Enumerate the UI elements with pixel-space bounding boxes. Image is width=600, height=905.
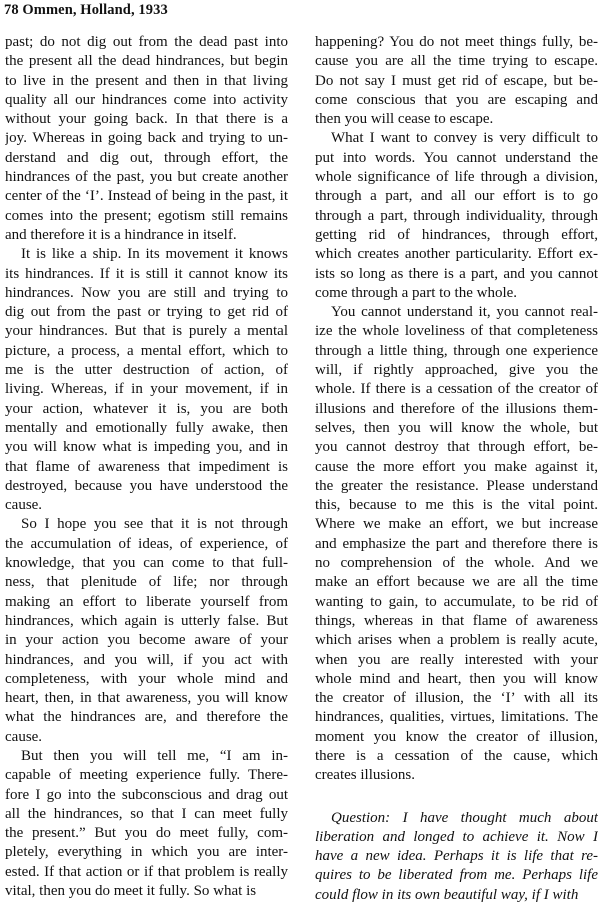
text-line: no comprehension of the whole. And we xyxy=(315,555,598,572)
text-line: will, if rightly approached, give you the xyxy=(315,362,598,379)
text-line: the accumulation of ideas, of experience, of xyxy=(5,535,288,552)
text-line: this, because to me this is the vital point. xyxy=(315,497,598,514)
text-line: without your going back. In that there is a xyxy=(5,111,288,128)
text-line: making an effort to liberate yourself from xyxy=(5,593,288,610)
text-line: in your action you become aware of your xyxy=(5,632,288,649)
paragraph xyxy=(315,33,598,129)
text-line: knowledge, that you can come to that full- xyxy=(5,555,288,572)
text-line: and therefore it is a hindrance in itself. xyxy=(5,226,237,243)
text-line: when you are really interested with your xyxy=(315,651,598,668)
text-line: But then you will tell me, “I am in- xyxy=(21,747,288,764)
text-line: the creator of illusion, the ‘I’ with all its xyxy=(315,690,598,707)
paragraph xyxy=(5,33,288,245)
text-line: completeness, with your whole mind and xyxy=(5,670,288,687)
text-line: capable of meeting experience fully. There- xyxy=(5,767,288,784)
text-line: living. Whereas, if in your movement, if in xyxy=(5,381,288,398)
question-paragraph xyxy=(315,809,598,905)
right-column xyxy=(315,33,598,905)
text-line: quality all our hindrances come into activity xyxy=(5,91,288,108)
paragraph xyxy=(5,515,288,747)
text-line: whole mind and heart, then you will know xyxy=(315,670,598,687)
text-line: ists so long as there is a part, and you cannot xyxy=(315,265,598,282)
text-line: the greater the resistance. Please understand xyxy=(315,477,598,494)
text-line: which creates another particularity. Effort ex- xyxy=(315,246,598,263)
text-line: hindrances, qualities, virtues, limitations. The xyxy=(315,709,598,726)
text-line: its hindrances. If it is still it cannot know its xyxy=(5,265,288,282)
paragraph xyxy=(5,245,288,515)
text-line: ness, that plenitude of life; nor through xyxy=(5,574,288,591)
text-line: picture, a process, a mental effort, which to xyxy=(5,342,288,359)
text-line: through a little thing, through one experience xyxy=(315,342,598,359)
text-line: comes into the present; egotism still remains xyxy=(5,207,288,224)
text-line: come through a part to the whole. xyxy=(315,284,518,301)
text-line: pletely, everything in which you are inter- xyxy=(5,844,288,861)
text-line: cause the more effort you make against it, xyxy=(315,458,598,475)
text-line: center of the ‘I’. Instead of being in the past, it xyxy=(5,188,288,205)
paragraph xyxy=(5,747,288,901)
text-line: ested. If that action or if that problem is really xyxy=(5,863,288,880)
text-line: hindrances of the past, you but create another xyxy=(5,169,288,186)
text-line: joy. Whereas in going back and trying to un- xyxy=(5,130,288,147)
text-line: ize the whole loveliness of that completeness xyxy=(315,323,598,340)
text-line: hindrances, which again is utterly false. But xyxy=(5,612,288,629)
text-line: through a part, and all our effort is to go xyxy=(315,188,598,205)
text-line: through a part, through individuality, through xyxy=(315,207,598,224)
text-line: your hindrances. But that is purely a mental xyxy=(5,323,288,340)
question-line: liberation and longed to achieve it. Now I xyxy=(315,828,598,845)
text-line: It is like a ship. In its movement it knows xyxy=(21,246,288,263)
left-column xyxy=(5,33,288,901)
paragraph xyxy=(315,303,598,785)
text-line: come conscious that you are escaping and xyxy=(315,91,598,108)
text-line: moment you know the creator of illusion, xyxy=(315,728,598,745)
text-line: selves, then you will know the whole, but xyxy=(315,419,598,436)
text-line: to live in the present and then in that living xyxy=(5,72,288,89)
text-line: vital, then you do meet it fully. So what is xyxy=(5,883,257,900)
text-line: things, whereas in that flame of awareness xyxy=(315,612,598,629)
text-line: hindrances. Now you are still and trying to xyxy=(5,284,288,301)
text-line: which arises when a problem is really acute, xyxy=(315,632,598,649)
text-line: all the hindrances, so that I can meet fully xyxy=(5,805,288,822)
text-line: cause you are all the time trying to escape. xyxy=(315,53,598,70)
text-line: that flame of awareness that impediment is xyxy=(5,458,288,475)
text-line: whole. If there is a cessation of the creator of xyxy=(315,381,598,398)
text-line: make an effort because we are all the time xyxy=(315,574,598,591)
section-gap xyxy=(315,786,598,809)
text-line: wanting to gain, to accumulate, to be rid of xyxy=(315,593,598,610)
text-line: then you will cease to escape. xyxy=(315,111,494,128)
text-line: what the hindrances are, and therefore the xyxy=(5,709,288,726)
text-line: the present all the dead hindrances, but begin xyxy=(5,53,288,70)
text-line: So I hope you see that it is not through xyxy=(21,516,288,533)
question-line: quires to be liberated from me. Perhaps life xyxy=(315,867,598,884)
question-line: could flow in its own beautiful way, if I with xyxy=(315,886,579,903)
text-line: illusions and therefore of the illusions them- xyxy=(315,400,598,417)
paragraph xyxy=(315,129,598,303)
text-line: Where we make an effort, we but increase xyxy=(315,516,598,533)
text-line: put into words. You cannot understand the xyxy=(315,149,598,166)
text-line: getting rid of hindrances, through effort, xyxy=(315,226,598,243)
text-line: you cannot destroy that through effort, be- xyxy=(315,439,598,456)
text-line: whole significance of life through a division, xyxy=(315,169,598,186)
text-line: hindrances, and you will, if you act with xyxy=(5,651,288,668)
text-line: You cannot understand it, you cannot real- xyxy=(331,304,598,321)
page-header: 78 Ommen, Holland, 1933 xyxy=(4,2,168,18)
question-line: have a new idea. Perhaps it is life that re- xyxy=(315,848,598,865)
text-line: there is a cessation of the cause, which xyxy=(315,747,598,764)
text-line: the present.” But you do meet fully, com- xyxy=(5,825,288,842)
question-line: Question: I have thought much about xyxy=(331,809,598,826)
text-line: What I want to convey is very difficult to xyxy=(331,130,598,147)
text-line: creates illusions. xyxy=(315,767,415,784)
text-line: me is the utter destruction of action, of xyxy=(5,362,288,379)
text-line: happening? You do not meet things fully, be- xyxy=(315,34,598,50)
text-line: derstand and dig out, through effort, the xyxy=(5,149,288,166)
text-line: dig out from the past or trying to get rid of xyxy=(5,304,288,321)
text-line: mentally and emotionally fully awake, then xyxy=(5,419,288,436)
text-line: your action, whatever it is, you are both xyxy=(5,400,288,417)
text-line: Do not say I must get rid of escape, but be- xyxy=(315,72,598,89)
text-line: destroyed, because you have understood the xyxy=(5,477,288,494)
text-line: you will know what is impeding you, and in xyxy=(5,439,288,456)
text-line: cause. xyxy=(5,728,43,745)
text-line: heart, then, in that awareness, you will know xyxy=(5,690,288,707)
text-line: fore I go into the subconscious and drag out xyxy=(5,786,288,803)
text-line: past; do not dig out from the dead past into xyxy=(5,34,288,50)
text-line: and emphasize the part and therefore there is xyxy=(315,535,598,552)
text-line: cause. xyxy=(5,497,43,514)
